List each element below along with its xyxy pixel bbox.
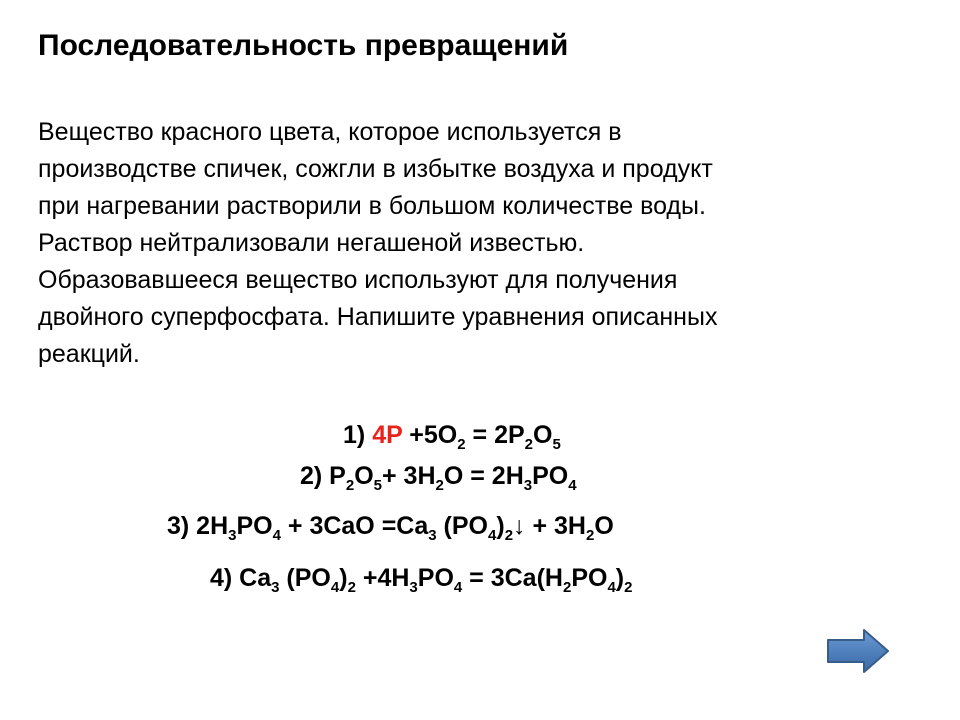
equation-text: PO — [236, 512, 273, 540]
task-paragraph — [38, 114, 938, 373]
equation-text: O — [533, 421, 553, 449]
subscript: 4 — [607, 579, 616, 596]
equation-text: 2) P — [300, 462, 346, 490]
equation-text: 4) Ca — [210, 564, 272, 592]
paragraph-line: Вещество красного цвета, которое используется в — [38, 118, 622, 146]
subscript: 3 — [409, 579, 418, 596]
subscript: 3 — [271, 579, 280, 596]
paragraph-line: двойного суперфосфата. Напишите уравнения описанных — [38, 303, 718, 331]
subscript: 2 — [524, 436, 533, 453]
equation-text: ) — [496, 512, 505, 540]
equation-text: O — [594, 512, 614, 540]
red-phosphorus-text: 4P — [372, 421, 403, 449]
subscript: 4 — [330, 579, 340, 596]
paragraph-line: реакций. — [38, 340, 140, 368]
equation-text: + 3CaO =Ca — [280, 512, 429, 540]
equation-3 — [167, 512, 614, 544]
subscript: 3 — [228, 527, 237, 544]
equation-1 — [343, 421, 561, 453]
equation-text: PO — [532, 462, 569, 490]
subscript: 2 — [624, 579, 633, 596]
equation-text: = 2P — [465, 421, 525, 449]
subscript: 4 — [488, 527, 497, 544]
equation-text: ) — [615, 564, 625, 592]
equation-text: (PO — [279, 564, 331, 592]
right-arrow-icon — [826, 628, 890, 674]
equation-text: 1) — [343, 421, 373, 449]
subscript: 2 — [457, 436, 466, 453]
subscript: 4 — [272, 527, 281, 544]
next-slide-button[interactable] — [826, 628, 890, 674]
subscript: 2 — [585, 527, 595, 544]
equation-text: 3) 2H — [167, 512, 229, 540]
equation-text: PO — [417, 564, 454, 592]
equation-4 — [210, 564, 633, 596]
subscript: 2 — [345, 477, 355, 494]
subscript: 3 — [523, 477, 533, 494]
equation-text: +4H — [355, 564, 410, 592]
equation-text: +5O — [402, 421, 458, 449]
subscript: 2 — [435, 477, 444, 494]
subscript: 3 — [428, 527, 437, 544]
equation-2 — [300, 462, 577, 494]
equation-text: ↓ + 3H — [513, 512, 586, 540]
equation-text: = 3Ca(H — [462, 564, 563, 592]
paragraph-line: Раствор нейтрализовали негашеной известью. — [38, 229, 585, 257]
subscript: 2 — [562, 579, 572, 596]
subscript: 4 — [453, 579, 463, 596]
subscript: 2 — [504, 527, 514, 544]
equation-text: (PO — [436, 512, 489, 540]
paragraph-line: производстве спичек, сожгли в избытке воздуха и продукт — [38, 155, 713, 183]
subscript: 2 — [347, 579, 356, 596]
subscript: 5 — [373, 477, 382, 494]
equation-text: O = 2H — [443, 462, 524, 490]
equation-text: ) — [339, 564, 348, 592]
slide-title: Последовательность превращений — [38, 29, 569, 62]
equation-text: PO — [571, 564, 608, 592]
equation-text: + 3H — [382, 462, 436, 490]
equation-text: O — [354, 462, 374, 490]
subscript: 4 — [568, 477, 577, 494]
subscript: 5 — [552, 436, 561, 453]
paragraph-line: при нагревании растворили в большом количестве воды. — [38, 192, 706, 220]
paragraph-line: Образовавшееся вещество используют для получения — [38, 266, 678, 294]
